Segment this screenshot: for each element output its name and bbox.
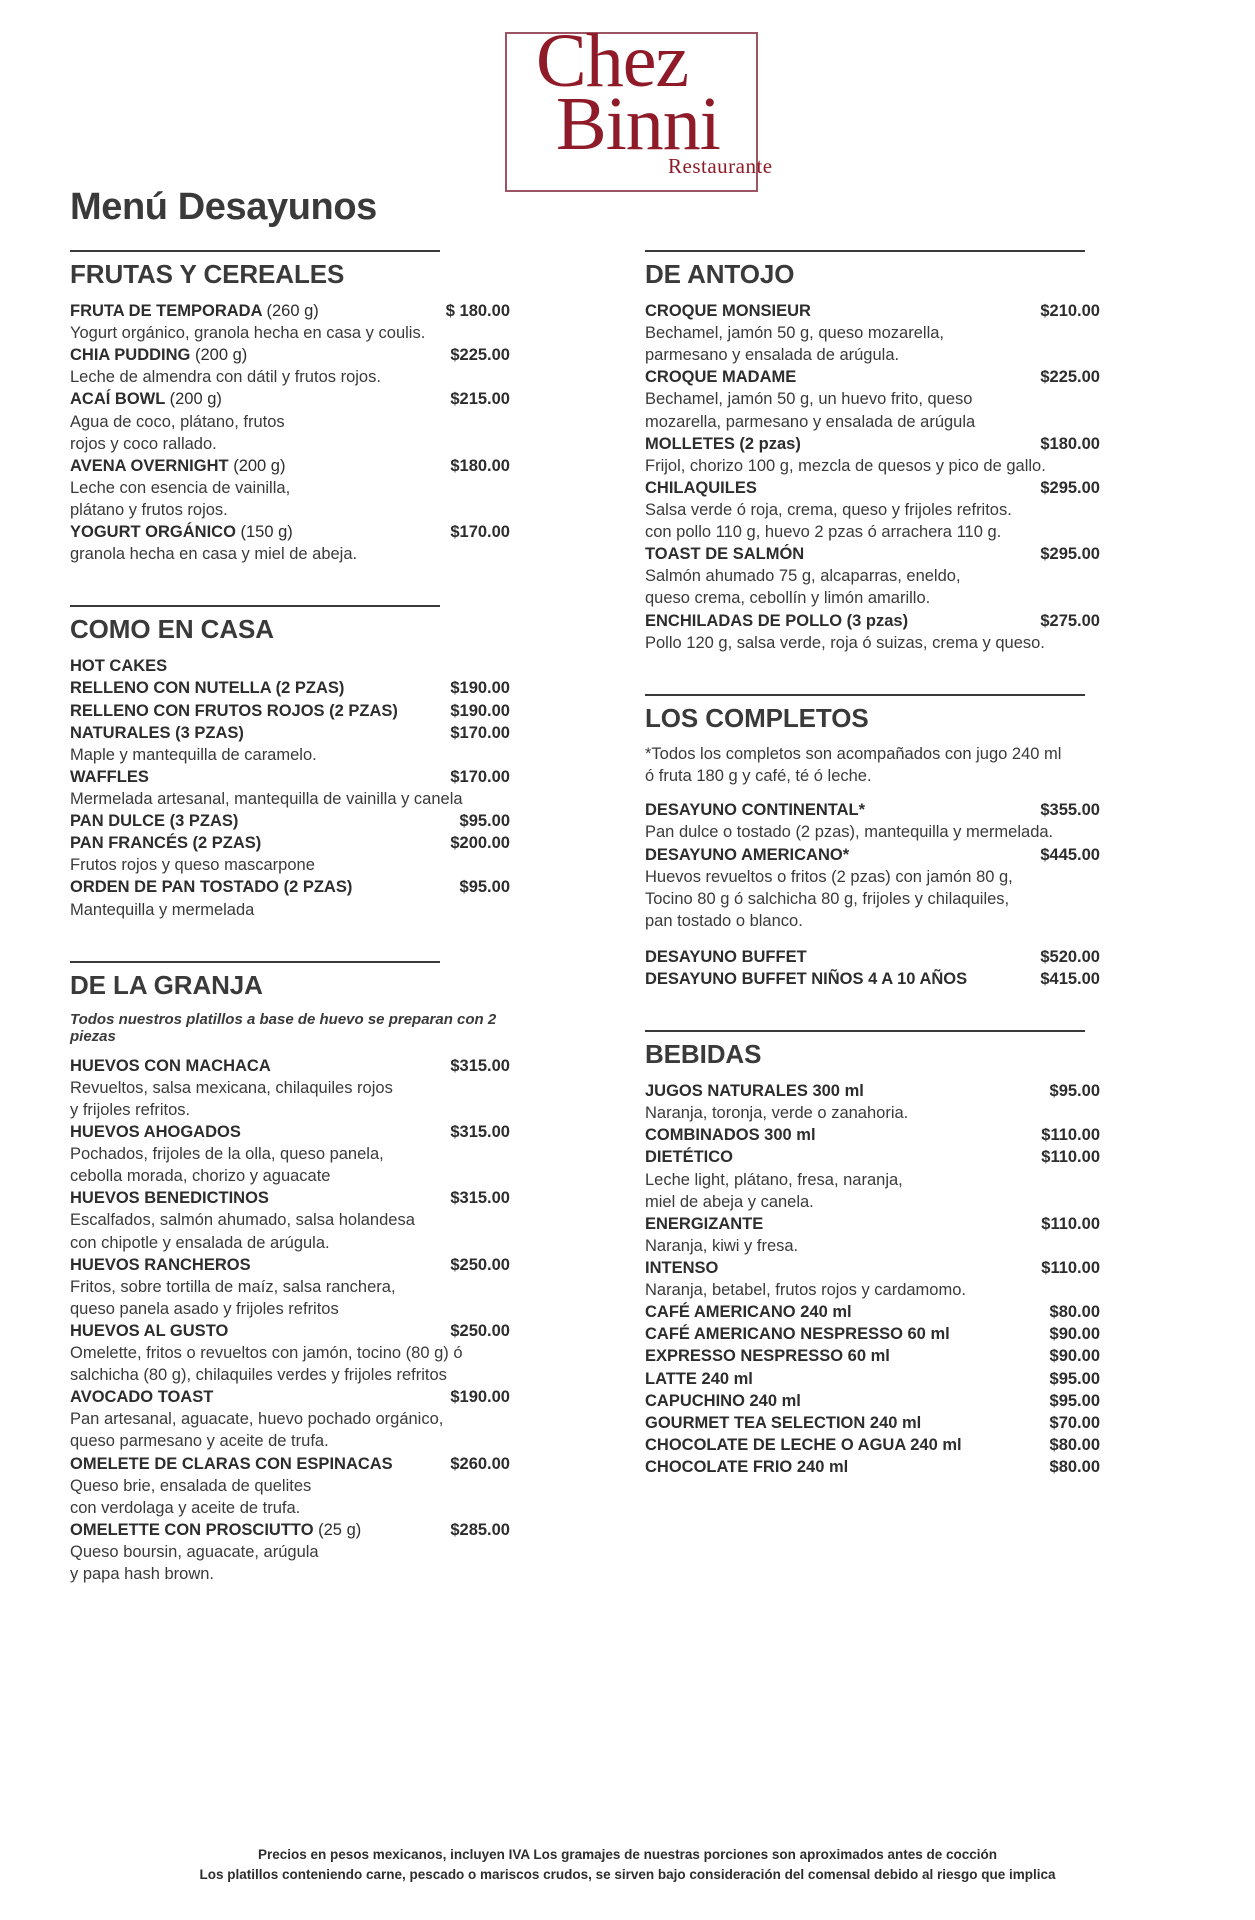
menu-item-price: $ 180.00 — [445, 302, 510, 320]
logo-line-chez: Chez — [536, 19, 689, 103]
section-divider — [645, 1030, 1085, 1032]
menu-item-name — [645, 1080, 864, 1102]
menu-item — [645, 1146, 1100, 1168]
menu-item-price: $250.00 — [450, 1255, 510, 1274]
menu-item-name — [645, 433, 801, 455]
menu-item-name — [70, 1055, 271, 1077]
menu-item-price: $95.00 — [459, 878, 510, 897]
menu-item-description: miel de abeja y canela. — [645, 1192, 814, 1211]
menu-item-description: parmesano y ensalada de arúgula. — [645, 346, 900, 365]
menu-item-name-text: DESAYUNO CONTINENTAL* — [645, 801, 866, 820]
menu-section — [645, 694, 1100, 1024]
menu-item-description: Naranja, toronja, verde o zanahoria. — [645, 1104, 909, 1123]
section-note-line: *Todos los completos son acompañados con jugo 240 ml — [645, 744, 1062, 763]
section-divider — [70, 605, 440, 607]
logo-frame — [505, 32, 758, 192]
menu-item-price: $190.00 — [450, 679, 510, 698]
menu-item-name-text: ORDEN DE PAN TOSTADO (2 PZAS) — [70, 878, 353, 897]
menu-item — [645, 844, 1100, 866]
menu-item-price: $225.00 — [450, 346, 510, 365]
menu-item-description: queso panela asado y frijoles refritos — [70, 1299, 339, 1318]
menu-item-description: Mantequilla y mermelada — [70, 900, 255, 919]
menu-item-name-text: INTENSO — [645, 1259, 719, 1278]
footer-disclaimer — [0, 1845, 1255, 1886]
menu-item — [70, 1453, 510, 1475]
menu-item-name-text: NATURALES (3 PZAS) — [70, 723, 244, 742]
menu-item-name — [70, 521, 293, 543]
menu-item-name — [70, 344, 247, 366]
menu-item-description: granola hecha en casa y miel de abeja. — [70, 545, 358, 564]
menu-item-description: Bechamel, jamón 50 g, un huevo frito, queso — [645, 390, 973, 409]
menu-item — [645, 1213, 1100, 1235]
menu-item-price: $80.00 — [1049, 1303, 1100, 1322]
menu-item-portion: (200 g) — [233, 456, 286, 475]
menu-item-price: $170.00 — [450, 723, 510, 742]
menu-item-description: Yogurt orgánico, granola hecha en casa y coulis. — [70, 324, 426, 343]
menu-item — [70, 700, 510, 722]
menu-item-name — [70, 1519, 361, 1541]
menu-item-name — [645, 1301, 852, 1323]
menu-item-price: $315.00 — [450, 1189, 510, 1208]
menu-item-price: $190.00 — [450, 1388, 510, 1407]
menu-item — [70, 1254, 510, 1276]
menu-item-description: con chipotle y ensalada de arúgula. — [70, 1233, 330, 1252]
section-title: DE LA GRANJA — [70, 969, 263, 1000]
menu-item-name-text: OMELETTE CON PROSCIUTTO — [70, 1520, 314, 1539]
menu-item-name — [645, 1412, 921, 1434]
menu-item-name-text: TOAST DE SALMÓN — [645, 545, 805, 564]
menu-item — [70, 1187, 510, 1209]
menu-item-portion: (260 g) — [266, 302, 319, 320]
menu-item-price: $225.00 — [1040, 368, 1100, 387]
menu-item-description: Leche con esencia de vainilla, — [70, 478, 291, 497]
menu-item-price: $250.00 — [450, 1321, 510, 1340]
menu-item-name — [70, 388, 222, 410]
menu-item-name — [70, 1254, 251, 1276]
section-title: FRUTAS Y CEREALES — [70, 259, 345, 289]
menu-item — [645, 1301, 1100, 1323]
menu-item-price: $110.00 — [1041, 1148, 1100, 1167]
menu-item — [70, 1121, 510, 1143]
menu-item-description: Fritos, sobre tortilla de maíz, salsa ranchera, — [70, 1277, 396, 1296]
menu-item-price: $95.00 — [1049, 1369, 1100, 1388]
section-note — [645, 744, 1100, 788]
section-title: DE ANTOJO — [645, 259, 795, 289]
menu-item-price: $180.00 — [450, 456, 510, 475]
menu-item-price: $110.00 — [1041, 1259, 1100, 1278]
menu-item-price: $95.00 — [1049, 1082, 1100, 1101]
menu-item — [645, 433, 1100, 455]
menu-item-name — [645, 477, 757, 499]
menu-item-description: Naranja, kiwi y fresa. — [645, 1236, 799, 1255]
section-spacer — [70, 1585, 510, 1619]
menu-item — [645, 1434, 1100, 1456]
menu-item-name-text: PAN DULCE (3 PZAS) — [70, 812, 239, 831]
menu-item-price: $80.00 — [1049, 1458, 1100, 1477]
menu-item-price: $295.00 — [1040, 478, 1100, 497]
menu-item-description: y papa hash brown. — [70, 1565, 215, 1584]
menu-section — [70, 961, 510, 1620]
menu-item-price: $110.00 — [1041, 1126, 1100, 1145]
menu-item — [70, 832, 510, 854]
menu-item-name-text: RELLENO CON FRUTOS ROJOS (2 PZAS) — [70, 701, 398, 720]
menu-item — [645, 1257, 1100, 1279]
menu-item-price: $415.00 — [1040, 970, 1100, 989]
menu-item — [70, 876, 510, 898]
menu-item-name — [70, 1386, 213, 1408]
menu-item-portion: (200 g) — [194, 346, 248, 365]
menu-item-name-text: CHILAQUILES — [645, 478, 757, 497]
menu-item-name-text: ACAÍ BOWL — [70, 390, 166, 409]
menu-item-name-text: EXPRESSO NESPRESSO 60 ml — [645, 1347, 890, 1366]
menu-item-price: $275.00 — [1040, 611, 1100, 630]
menu-item-description: Tocino 80 g ó salchicha 80 g, frijoles y chilaquiles, — [645, 889, 1010, 908]
menu-item-name-text: JUGOS NATURALES 300 ml — [645, 1082, 864, 1101]
menu-item-price: $170.00 — [450, 523, 510, 542]
menu-item — [645, 1124, 1100, 1146]
menu-item-description: Frijol, chorizo 100 g, mezcla de quesos y pico de gallo. — [645, 456, 1046, 475]
menu-item-name-text: HUEVOS CON MACHACA — [70, 1056, 271, 1075]
menu-item-name — [645, 610, 908, 632]
menu-item-name-text: DESAYUNO BUFFET NIÑOS 4 A 10 AÑOS — [645, 970, 968, 989]
menu-item-name-text: FRUTA DE TEMPORADA — [70, 302, 262, 320]
menu-item-name-text: PAN FRANCÉS (2 PZAS) — [70, 834, 262, 853]
menu-item-description: Escalfados, salmón ahumado, salsa holandesa — [70, 1211, 415, 1230]
menu-item-description: Salmón ahumado 75 g, alcaparras, eneldo, — [645, 567, 961, 586]
menu-item-description: queso crema, cebollín y limón amarillo. — [645, 589, 931, 608]
menu-item — [70, 1519, 510, 1541]
section-spacer — [645, 654, 1100, 688]
menu-item-price: $210.00 — [1040, 302, 1100, 320]
menu-item-name — [70, 1187, 269, 1209]
menu-item-description: mozarella, parmesano y ensalada de arúgula — [645, 412, 976, 431]
menu-item-name — [70, 1320, 228, 1342]
menu-item-name-text: HUEVOS RANCHEROS — [70, 1255, 251, 1274]
menu-item-name — [645, 799, 865, 821]
menu-item-price: $110.00 — [1041, 1214, 1100, 1233]
menu-item-name — [645, 1146, 733, 1168]
section-divider — [70, 250, 440, 252]
menu-item-name-text: HUEVOS BENEDICTINOS — [70, 1189, 269, 1208]
menu-item-name-text: MOLLETES (2 pzas) — [645, 434, 801, 453]
menu-item — [70, 455, 510, 477]
menu-item-name-text: DESAYUNO AMERICANO* — [645, 845, 850, 864]
section-spacer — [70, 921, 510, 955]
menu-item-description: Salsa verde ó roja, crema, queso y frijoles refritos. — [645, 500, 1012, 519]
menu-item-description: cebolla morada, chorizo y aguacate — [70, 1167, 331, 1186]
menu-item-description: Mermelada artesanal, mantequilla de vainilla y canela — [70, 789, 463, 808]
footer-line-2: Los platillos conteniendo carne, pescado o mariscos crudos, se sirven bajo consideración del comensal debido al riesgo que implica — [199, 1867, 1056, 1883]
menu-item — [645, 1323, 1100, 1345]
menu-item-name-text: DIETÉTICO — [645, 1148, 734, 1167]
section-note-line: ó fruta 180 g y café, té ó leche. — [645, 766, 872, 785]
section-title: BEBIDAS — [645, 1039, 762, 1070]
menu-item-name — [645, 300, 811, 322]
menu-item — [645, 366, 1100, 388]
menu-item-name-text: WAFFLES — [70, 767, 149, 786]
menu-item-name — [645, 1257, 718, 1279]
menu-column-right — [645, 250, 1100, 1518]
menu-item-description: Leche de almendra con dátil y frutos rojos. — [70, 368, 381, 387]
menu-item-description: Agua de coco, plátano, frutos — [70, 412, 285, 431]
menu-item — [70, 655, 510, 677]
menu-item-name-text: OMELETE DE CLARAS CON ESPINACAS — [70, 1454, 393, 1473]
menu-item-name-text: ENCHILADAS DE POLLO (3 pzas) — [645, 611, 909, 630]
menu-item-name-text: CAPUCHINO 240 ml — [645, 1391, 801, 1410]
menu-item-name — [70, 1121, 241, 1143]
menu-item-description: Pollo 120 g, salsa verde, roja ó suizas, crema y queso. — [645, 633, 1045, 652]
menu-item-portion: (150 g) — [240, 523, 293, 542]
menu-item-name — [645, 1456, 848, 1478]
menu-item — [70, 1386, 510, 1408]
menu-item — [645, 1456, 1100, 1478]
section-divider — [70, 961, 440, 963]
menu-item — [70, 1320, 510, 1342]
menu-item-name — [70, 766, 149, 788]
menu-item-price: $315.00 — [450, 1122, 510, 1141]
menu-item-name — [645, 543, 804, 565]
logo-tagline: Restaurante — [668, 153, 773, 178]
menu-item — [645, 1345, 1100, 1367]
section-divider — [645, 250, 1085, 252]
section-title: COMO EN CASA — [70, 614, 274, 645]
menu-item — [70, 766, 510, 788]
menu-item — [645, 946, 1100, 968]
menu-item — [645, 1368, 1100, 1390]
menu-item-name — [70, 655, 167, 677]
section-spacer — [645, 990, 1100, 1024]
menu-item-name — [70, 810, 238, 832]
menu-item-price: $190.00 — [450, 701, 510, 720]
menu-item — [70, 810, 510, 832]
menu-item-price: $295.00 — [1040, 545, 1100, 564]
menu-item-name — [70, 832, 261, 854]
menu-item-name — [645, 1323, 950, 1345]
menu-item-description: Pochados, frijoles de la olla, queso panela, — [70, 1145, 384, 1164]
menu-item-name-text: DESAYUNO BUFFET — [645, 947, 807, 966]
menu-item-name-text: CHIA PUDDING — [70, 346, 191, 365]
logo-line-binni: Binni — [556, 82, 720, 167]
menu-item-portion: (25 g) — [318, 1520, 362, 1539]
menu-item-name-text: HOT CAKES — [70, 657, 168, 676]
menu-item-description: queso parmesano y aceite de trufa. — [70, 1432, 329, 1451]
menu-item-description: rojos y coco rallado. — [70, 434, 217, 453]
section-note: Todos nuestros platillos a base de huevo se preparan con 2 piezas — [70, 1010, 497, 1045]
menu-item — [645, 1390, 1100, 1412]
menu-item-price: $200.00 — [450, 834, 510, 853]
menu-item-name — [645, 1390, 801, 1412]
menu-item-name-text: ENERGIZANTE — [645, 1214, 764, 1233]
menu-item-price: $260.00 — [450, 1454, 510, 1473]
menu-item-name — [645, 946, 807, 968]
menu-item — [70, 344, 510, 366]
menu-item-name — [645, 1434, 962, 1456]
menu-section — [70, 605, 510, 954]
menu-item-name-text: RELLENO CON NUTELLA (2 PZAS) — [70, 679, 345, 698]
menu-item-price: $355.00 — [1040, 801, 1100, 820]
menu-item-description: Omelette, fritos o revueltos con jamón, tocino (80 g) ó — [70, 1344, 463, 1363]
menu-item-description: Pan dulce o tostado (2 pzas), mantequilla y mermelada. — [645, 823, 1054, 842]
page-title: Menú Desayunos — [70, 186, 377, 228]
menu-item — [645, 610, 1100, 632]
menu-item-price: $95.00 — [459, 812, 510, 831]
menu-item-name — [645, 366, 796, 388]
menu-item-price: $180.00 — [1040, 434, 1100, 453]
menu-item-description: pan tostado o blanco. — [645, 911, 803, 930]
menu-item-description: Huevos revueltos o fritos (2 pzas) con jamón 80 g, — [645, 867, 1013, 886]
menu-item-name — [70, 300, 319, 322]
menu-item-description: salchicha (80 g), chilaquiles verdes y frijoles refritos — [70, 1366, 447, 1385]
menu-item-description: Queso boursin, aguacate, arúgula — [70, 1543, 319, 1562]
menu-section — [645, 250, 1100, 688]
section-spacer — [70, 565, 510, 599]
menu-item — [645, 300, 1100, 322]
menu-item-description: Bechamel, jamón 50 g, queso mozarella, — [645, 324, 944, 343]
section-title: LOS COMPLETOS — [645, 702, 869, 733]
menu-item-description: Maple y mantequilla de caramelo. — [70, 745, 317, 764]
menu-item-name-text: YOGURT ORGÁNICO — [70, 523, 236, 542]
menu-item — [645, 477, 1100, 499]
menu-item-name-text: AVOCADO TOAST — [70, 1388, 214, 1407]
menu-item-description: con verdolaga y aceite de trufa. — [70, 1498, 301, 1517]
menu-item — [70, 388, 510, 410]
menu-section — [70, 250, 510, 599]
menu-item-price: $445.00 — [1040, 845, 1100, 864]
menu-item-name-text: COMBINADOS 300 ml — [645, 1126, 816, 1145]
menu-item-price: $70.00 — [1049, 1413, 1100, 1432]
menu-item-name — [645, 1124, 816, 1146]
footer-line-1: Precios en pesos mexicanos, incluyen IVA Los gramajes de nuestras porciones son aproximados antes de cocción — [257, 1847, 997, 1862]
menu-item-name — [645, 1213, 763, 1235]
menu-item-portion: (200 g) — [169, 390, 222, 409]
menu-item-name-text: CHOCOLATE FRIO 240 ml — [645, 1458, 849, 1477]
menu-item-description: Queso brie, ensalada de quelites — [70, 1476, 312, 1495]
menu-item — [70, 300, 510, 322]
menu-item-name-text: CHOCOLATE DE LECHE O AGUA 240 ml — [645, 1435, 962, 1454]
menu-item-price: $520.00 — [1040, 947, 1100, 966]
menu-item-price: $170.00 — [450, 767, 510, 786]
menu-item-price: $90.00 — [1049, 1347, 1100, 1366]
menu-item-name — [70, 722, 244, 744]
menu-item-name-text: CAFÉ AMERICANO NESPRESSO 60 ml — [645, 1325, 950, 1344]
menu-item-description: con pollo 110 g, huevo 2 pzas ó arrachera 110 g. — [645, 523, 1002, 542]
menu-item — [645, 799, 1100, 821]
menu-item-name — [70, 1453, 393, 1475]
menu-item-price: $95.00 — [1049, 1391, 1100, 1410]
menu-item-description: y frijoles refritos. — [70, 1100, 191, 1119]
menu-section — [645, 1030, 1100, 1512]
menu-item-description: Revueltos, salsa mexicana, chilaquiles rojos — [70, 1078, 393, 1097]
menu-item — [645, 968, 1100, 990]
menu-item-name-text: HUEVOS AHOGADOS — [70, 1122, 241, 1141]
menu-item-description: Naranja, betabel, frutos rojos y cardamomo. — [645, 1281, 966, 1300]
spacer — [645, 932, 1100, 946]
menu-item-description: Pan artesanal, aguacate, huevo pochado orgánico, — [70, 1410, 444, 1429]
menu-item-price: $315.00 — [450, 1056, 510, 1075]
menu-column-left — [70, 250, 510, 1625]
menu-item-description: Leche light, plátano, fresa, naranja, — [645, 1170, 903, 1189]
menu-item-price: $80.00 — [1049, 1435, 1100, 1454]
menu-item-name — [70, 876, 352, 898]
menu-item-name — [645, 1368, 753, 1390]
menu-item-name-text: CAFÉ AMERICANO 240 ml — [645, 1303, 852, 1322]
menu-item-name — [645, 968, 967, 990]
menu-item-name-text: AVENA OVERNIGHT — [70, 456, 229, 475]
menu-item — [70, 677, 510, 699]
menu-item-price: $90.00 — [1049, 1325, 1100, 1344]
section-spacer — [645, 1478, 1100, 1512]
menu-item — [645, 1412, 1100, 1434]
menu-item — [70, 521, 510, 543]
menu-item — [645, 1080, 1100, 1102]
section-divider — [645, 694, 1085, 696]
menu-item-description: Frutos rojos y queso mascarpone — [70, 856, 315, 875]
menu-item — [70, 722, 510, 744]
menu-item-name-text: CROQUE MONSIEUR — [645, 302, 811, 320]
menu-item-name — [70, 700, 398, 722]
menu-item-name — [645, 844, 849, 866]
menu-item-name-text: CROQUE MADAME — [645, 368, 797, 387]
menu-item-name — [70, 677, 344, 699]
menu-item-name-text: LATTE 240 ml — [645, 1369, 753, 1388]
menu-item-description: plátano y frutos rojos. — [70, 500, 228, 519]
menu-item-price: $285.00 — [450, 1520, 510, 1539]
menu-item-name — [645, 1345, 890, 1367]
menu-item — [70, 1055, 510, 1077]
menu-item-name — [70, 455, 285, 477]
menu-item-name-text: GOURMET TEA SELECTION 240 ml — [645, 1413, 922, 1432]
menu-item — [645, 543, 1100, 565]
menu-item-price: $215.00 — [450, 390, 510, 409]
menu-item-name-text: HUEVOS AL GUSTO — [70, 1321, 229, 1340]
